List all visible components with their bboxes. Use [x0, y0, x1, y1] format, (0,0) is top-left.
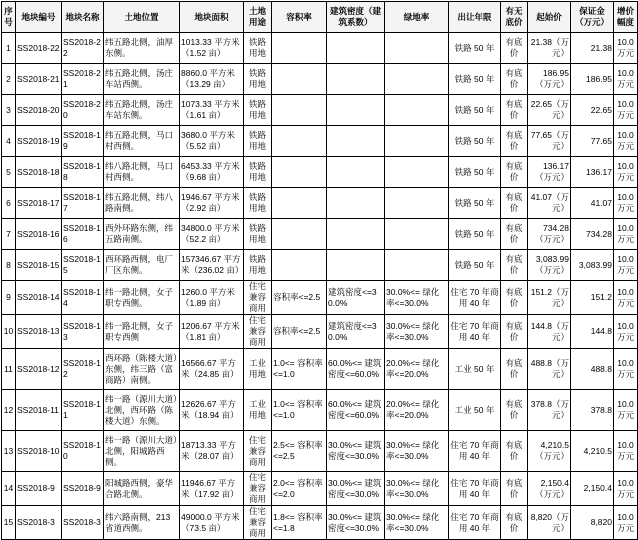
table-cell: 15: [2, 506, 16, 540]
table-cell: 工业 50 年: [449, 390, 501, 431]
land-auction-table: [1, 1, 638, 540]
table-cell: SS2018-14: [62, 281, 104, 315]
header-cell: 增价幅度: [614, 2, 638, 33]
table-cell: 21.38: [571, 33, 614, 64]
table-cell: 20.0%<= 绿化率<=20.0%: [385, 390, 449, 431]
table-cell: [272, 157, 327, 188]
table-cell: 22.65（万元）: [528, 95, 571, 126]
table-cell: 14: [2, 472, 16, 506]
table-row: [2, 33, 638, 64]
header-cell: 建筑密度（建筑系数）: [327, 2, 385, 33]
table-cell: [327, 188, 385, 219]
table-cell: SS2018-21: [62, 64, 104, 95]
table-cell: [385, 95, 449, 126]
table-cell: [272, 219, 327, 250]
table-cell: 铁路 50 年: [449, 33, 501, 64]
table-cell: 10.0 万元: [614, 431, 638, 472]
table-cell: 11: [2, 349, 16, 390]
table-cell: SS2018-13: [16, 315, 62, 349]
table-cell: 1073.33 平方米（1.61 亩）: [180, 95, 244, 126]
table-cell: 纬一路北侧，女子职专西侧。: [104, 281, 180, 315]
table-cell: 10.0 万元: [614, 188, 638, 219]
table-cell: 10: [2, 315, 16, 349]
table-cell: 铁路 50 年: [449, 250, 501, 281]
table-cell: 30.0%<= 绿化率<=30.0%: [385, 506, 449, 540]
table-cell: 建筑密度<=30.0%: [327, 315, 385, 349]
table-cell: 铁路 50 年: [449, 95, 501, 126]
table-cell: [272, 95, 327, 126]
table-cell: [272, 126, 327, 157]
table-cell: 3680.0 平方米（5.52 亩）: [180, 126, 244, 157]
table-cell: 34800.0 平方米（52.2 亩）: [180, 219, 244, 250]
table-cell: 纬五路北侧，汤庄车站东侧。: [104, 95, 180, 126]
table-cell: 住宅 70 年商用 40 年: [449, 472, 501, 506]
table-cell: 有底价: [501, 188, 528, 219]
table-cell: SS2018-9: [62, 472, 104, 506]
table-cell: 77.65（万元）: [528, 126, 571, 157]
table-cell: SS2018-9: [16, 472, 62, 506]
table-cell: 13: [2, 431, 16, 472]
table-row: [2, 95, 638, 126]
table-cell: 8,820（万元）: [528, 506, 571, 540]
table-cell: SS2018-16: [62, 219, 104, 250]
table-cell: 1: [2, 33, 16, 64]
table-cell: 纬五路北侧，汤庄车站西侧。: [104, 64, 180, 95]
header-cell: 保证金（万元）: [571, 2, 614, 33]
table-cell: 1946.67 平方米（2.92 亩）: [180, 188, 244, 219]
table-cell: 18713.33 平方米（28.07 亩）: [180, 431, 244, 472]
table-cell: 10.0 万元: [614, 95, 638, 126]
table-cell: 铁路用地: [244, 157, 272, 188]
table-cell: 有底价: [501, 472, 528, 506]
table-cell: 有底价: [501, 315, 528, 349]
table-row: [2, 157, 638, 188]
table-cell: 60.0%<= 建筑密度<=60.0%: [327, 349, 385, 390]
table-cell: 1206.67 平方米（1.81 亩）: [180, 315, 244, 349]
table-cell: 工业用地: [244, 390, 272, 431]
table-cell: 容积率<=2.5: [272, 315, 327, 349]
table-cell: 41.07（万元）: [528, 188, 571, 219]
table-cell: 1.0<= 容积率<=1.0: [272, 390, 327, 431]
table-cell: 铁路用地: [244, 219, 272, 250]
header-cell: 地块编号: [16, 2, 62, 33]
table-row: [2, 64, 638, 95]
table-cell: [327, 126, 385, 157]
table-cell: SS2018-19: [16, 126, 62, 157]
table-cell: 铁路 50 年: [449, 219, 501, 250]
table-row: [2, 506, 638, 540]
table-row: [2, 219, 638, 250]
table-cell: SS2018-3: [62, 506, 104, 540]
table-cell: 住宅 70 年商用 40 年: [449, 431, 501, 472]
table-cell: 30.0%<= 建筑密度<=30.0%: [327, 431, 385, 472]
table-cell: 16566.67 平方米（24.85 亩）: [180, 349, 244, 390]
table-cell: 30.0%<= 建筑密度<=30.0%: [327, 472, 385, 506]
table-cell: 30.0%<= 建筑密度<=30.0%: [327, 506, 385, 540]
table-cell: 10.0 万元: [614, 250, 638, 281]
header-cell: 起始价: [528, 2, 571, 33]
table-cell: 151.2: [571, 281, 614, 315]
table-cell: 60.0%<= 建筑密度<=60.0%: [327, 390, 385, 431]
table-cell: 2: [2, 64, 16, 95]
table-cell: SS2018-10: [16, 431, 62, 472]
table-cell: 铁路用地: [244, 250, 272, 281]
table-cell: 铁路 50 年: [449, 188, 501, 219]
table-cell: 136.17: [571, 157, 614, 188]
table-cell: 铁路 50 年: [449, 157, 501, 188]
table-cell: 6453.33 平方米（9.68 亩）: [180, 157, 244, 188]
table-cell: SS2018-12: [62, 349, 104, 390]
table-cell: 10.0 万元: [614, 64, 638, 95]
table-cell: [327, 157, 385, 188]
table-cell: 10.0 万元: [614, 126, 638, 157]
table-row: [2, 472, 638, 506]
table-cell: 77.65: [571, 126, 614, 157]
table-cell: 有底价: [501, 64, 528, 95]
table-cell: 6: [2, 188, 16, 219]
table-cell: SS2018-13: [62, 315, 104, 349]
table-cell: 纬六路南侧，213 省道西侧。: [104, 506, 180, 540]
header-cell: 绿地率: [385, 2, 449, 33]
table-cell: 铁路用地: [244, 95, 272, 126]
table-cell: 2.0<= 容积率<=2.0: [272, 472, 327, 506]
table-cell: 1.8<= 容积率<=1.8: [272, 506, 327, 540]
table-cell: 186.95: [571, 64, 614, 95]
table-cell: 西环路西侧，电厂厂区东侧。: [104, 250, 180, 281]
table-cell: 3,083.99: [571, 250, 614, 281]
table-cell: 纬五路北侧，马口村西侧。: [104, 126, 180, 157]
table-cell: 纬五路北侧，纬八路南侧。: [104, 188, 180, 219]
table-cell: 734.28（万元）: [528, 219, 571, 250]
table-cell: 22.65: [571, 95, 614, 126]
table-cell: [385, 33, 449, 64]
table-row: [2, 250, 638, 281]
table-cell: 10.0 万元: [614, 349, 638, 390]
table-cell: [272, 188, 327, 219]
table-cell: 有底价: [501, 431, 528, 472]
table-cell: SS2018-22: [62, 33, 104, 64]
table-cell: 488.8: [571, 349, 614, 390]
table-cell: 1260.0 平方米（1.89 亩）: [180, 281, 244, 315]
header-cell: 容积率: [272, 2, 327, 33]
table-cell: SS2018-11: [16, 390, 62, 431]
table-cell: SS2018-3: [16, 506, 62, 540]
table-cell: 住宅 70 年商用 40 年: [449, 506, 501, 540]
table-row: [2, 126, 638, 157]
table-cell: 30.0%<= 绿化率<=30.0%: [385, 281, 449, 315]
table-body: [2, 33, 638, 540]
table-cell: 阳城路西侧，豪华合路北侧。: [104, 472, 180, 506]
table-cell: SS2018-12: [16, 349, 62, 390]
table-cell: 734.28: [571, 219, 614, 250]
table-cell: [272, 33, 327, 64]
table-cell: 49000.0 平方米（73.5 亩）: [180, 506, 244, 540]
header-row: [2, 2, 638, 33]
table-cell: 3,083.99（万元）: [528, 250, 571, 281]
table-cell: 建筑密度<=30.0%: [327, 281, 385, 315]
table-cell: 12: [2, 390, 16, 431]
table-row: [2, 315, 638, 349]
table-cell: SS2018-15: [16, 250, 62, 281]
table-cell: 9: [2, 281, 16, 315]
table-cell: 378.8（万元）: [528, 390, 571, 431]
table-cell: 3: [2, 95, 16, 126]
table-cell: SS2018-21: [16, 64, 62, 95]
table-cell: 11946.67 平方米（17.92 亩）: [180, 472, 244, 506]
table-cell: SS2018-18: [16, 157, 62, 188]
table-cell: SS2018-14: [16, 281, 62, 315]
table-cell: 西外环路东侧，纬五路南侧。: [104, 219, 180, 250]
table-cell: 1013.33 平方米（1.52 亩）: [180, 33, 244, 64]
table-cell: 30.0%<= 绿化率<=30.0%: [385, 315, 449, 349]
table-cell: 纬五路北侧，油厚东侧。: [104, 33, 180, 64]
table-cell: 工业用地: [244, 349, 272, 390]
table-cell: SS2018-11: [62, 390, 104, 431]
header-cell: 土地位置: [104, 2, 180, 33]
table-cell: 144.8（万元）: [528, 315, 571, 349]
table-cell: 5: [2, 157, 16, 188]
table-cell: 住宅兼容商用: [244, 472, 272, 506]
table-cell: 41.07: [571, 188, 614, 219]
table-cell: 纬一路（源川大道）北侧，西环路（陈楼大道）东侧。: [104, 390, 180, 431]
table-cell: 20.0%<= 绿化率<=20.0%: [385, 349, 449, 390]
table-cell: 4: [2, 126, 16, 157]
header-cell: 出让年限: [449, 2, 501, 33]
table-cell: 有底价: [501, 281, 528, 315]
table-cell: 住宅兼容商用: [244, 506, 272, 540]
table-cell: 有底价: [501, 219, 528, 250]
table-cell: SS2018-16: [16, 219, 62, 250]
table-cell: [272, 250, 327, 281]
table-cell: [327, 64, 385, 95]
table-cell: 铁路用地: [244, 188, 272, 219]
header-cell: 地块名称: [62, 2, 104, 33]
table-cell: SS2018-19: [62, 126, 104, 157]
table-cell: [385, 64, 449, 95]
table-cell: [327, 219, 385, 250]
table-cell: 铁路 50 年: [449, 64, 501, 95]
table-cell: [385, 126, 449, 157]
table-cell: 2,150.4（万元）: [528, 472, 571, 506]
table-cell: 136.17（万元）: [528, 157, 571, 188]
table-cell: 住宅兼容商用: [244, 431, 272, 472]
table-cell: 10.0 万元: [614, 281, 638, 315]
table-cell: 铁路 50 年: [449, 126, 501, 157]
table-cell: 10.0 万元: [614, 472, 638, 506]
table-cell: 纬一路（源川大道）北侧，阳城路西侧。: [104, 431, 180, 472]
table-cell: 西环路（陈楼大道）东侧，纬三路（富商路）南侧。: [104, 349, 180, 390]
table-cell: 10.0 万元: [614, 390, 638, 431]
table-cell: 铁路用地: [244, 64, 272, 95]
table-cell: 186.95（万元）: [528, 64, 571, 95]
table-cell: 151.2（万元）: [528, 281, 571, 315]
table-cell: 有底价: [501, 157, 528, 188]
table-cell: 2.5<= 容积率<=2.5: [272, 431, 327, 472]
table-cell: SS2018-17: [16, 188, 62, 219]
table-cell: 住宅兼容商用: [244, 281, 272, 315]
table-cell: 10.0 万元: [614, 506, 638, 540]
table-row: [2, 431, 638, 472]
table-cell: 8860.0 平方米（13.29 亩）: [180, 64, 244, 95]
table-cell: 纬八路北侧，马口村西侧。: [104, 157, 180, 188]
table-cell: [327, 250, 385, 281]
table-cell: 容积率<=2.5: [272, 281, 327, 315]
table-row: [2, 349, 638, 390]
table-cell: 铁路用地: [244, 126, 272, 157]
table-cell: [272, 64, 327, 95]
table-cell: 10.0 万元: [614, 315, 638, 349]
header-cell: 有无底价: [501, 2, 528, 33]
table-cell: 有底价: [501, 33, 528, 64]
table-cell: 2,150.4: [571, 472, 614, 506]
table-cell: SS2018-20: [62, 95, 104, 126]
table-cell: 4,210.5: [571, 431, 614, 472]
table-cell: [327, 95, 385, 126]
table-cell: 住宅兼容商用: [244, 315, 272, 349]
table-cell: 21.38（万元）: [528, 33, 571, 64]
table-cell: SS2018-15: [62, 250, 104, 281]
table-cell: 铁路用地: [244, 33, 272, 64]
table-cell: 10.0 万元: [614, 33, 638, 64]
header-cell: 序号: [2, 2, 16, 33]
table-cell: 157346.67 平方米（236.02 亩）: [180, 250, 244, 281]
header-cell: 地块面积: [180, 2, 244, 33]
table-cell: 有底价: [501, 390, 528, 431]
table-cell: 1.0<= 容积率<=1.0: [272, 349, 327, 390]
table-cell: 有底价: [501, 250, 528, 281]
table-cell: SS2018-18: [62, 157, 104, 188]
table-cell: 10.0 万元: [614, 219, 638, 250]
table-cell: 10.0 万元: [614, 157, 638, 188]
table-cell: SS2018-10: [62, 431, 104, 472]
table-cell: 30.0%<= 绿化率<=30.0%: [385, 431, 449, 472]
table-cell: 8,820: [571, 506, 614, 540]
table-cell: SS2018-17: [62, 188, 104, 219]
table-cell: [385, 157, 449, 188]
table-row: [2, 390, 638, 431]
table-cell: 7: [2, 219, 16, 250]
table-row: [2, 281, 638, 315]
table-cell: 住宅 70 年商用 40 年: [449, 281, 501, 315]
header-cell: 土地用途: [244, 2, 272, 33]
table-cell: SS2018-20: [16, 95, 62, 126]
table-row: [2, 188, 638, 219]
table-cell: 30.0%<= 绿化率<=30.0%: [385, 472, 449, 506]
table-cell: 144.8: [571, 315, 614, 349]
table-cell: 488.8（万元）: [528, 349, 571, 390]
table-cell: 纬一路北侧，女子职专西侧: [104, 315, 180, 349]
table-cell: 8: [2, 250, 16, 281]
table-cell: [327, 33, 385, 64]
table-cell: 有底价: [501, 349, 528, 390]
table-cell: 378.8: [571, 390, 614, 431]
table-cell: 有底价: [501, 506, 528, 540]
table-cell: 4,210.5（万元）: [528, 431, 571, 472]
table-cell: 工业 50 年: [449, 349, 501, 390]
table-cell: 12626.67 平方米（18.94 亩）: [180, 390, 244, 431]
table-cell: [385, 250, 449, 281]
table-cell: SS2018-22: [16, 33, 62, 64]
table-cell: 住宅 70 年商用 40 年: [449, 315, 501, 349]
table-cell: [385, 188, 449, 219]
table-cell: 有底价: [501, 126, 528, 157]
table-cell: [385, 219, 449, 250]
table-cell: 有底价: [501, 95, 528, 126]
